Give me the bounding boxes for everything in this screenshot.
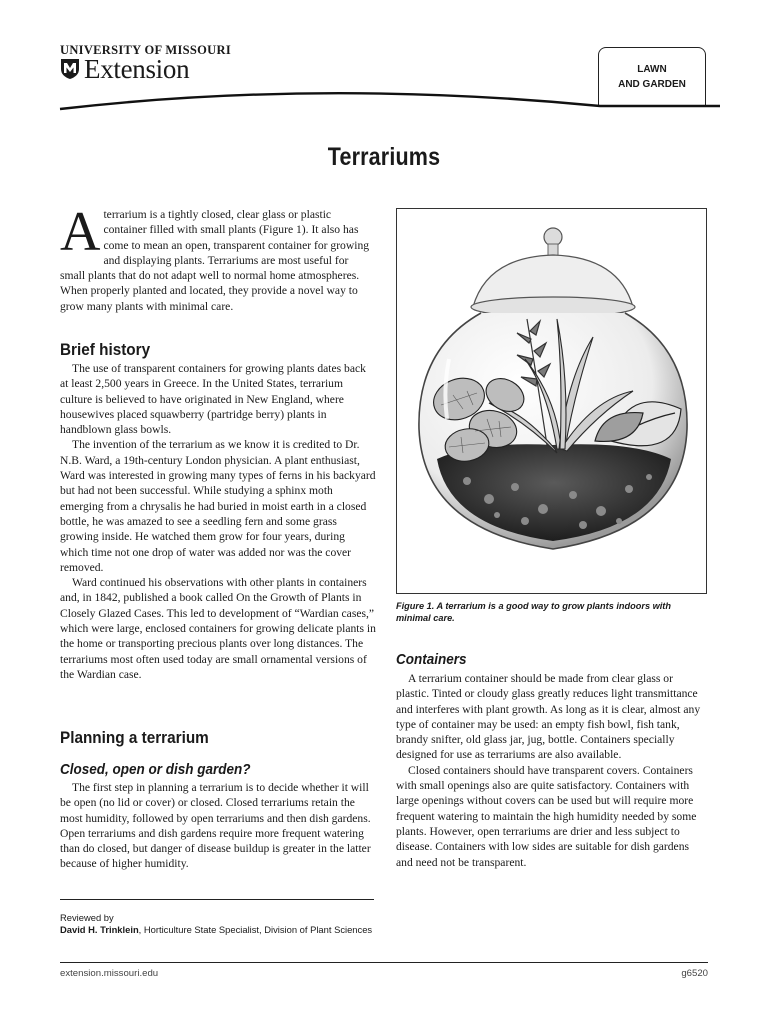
header-curve-rule: [0, 85, 768, 125]
category-line-1: LAWN: [637, 64, 667, 75]
planning-heading: Planning a terrarium: [60, 728, 209, 747]
containers-paragraph-2: Closed containers should have transparent covers. Containers with small openings also are quite satisfactory. Containers with large openings without covers can be used but will require more frequent watering to maintain the high humidity needed by some plants. However, open terrariums are drier and less subject to disease. Containers with low sides are suitable for dish gardens and need not be transparent.: [396, 763, 697, 869]
intro-paragraph: [60, 201, 376, 314]
reviewer-name: David H. Trinklein: [60, 924, 139, 935]
reviewer-role: , Horticulture State Specialist, Division of Plant Sciences: [138, 924, 373, 935]
history-paragraph-1: The use of transparent containers for growing plants dates back at least 2,500 years in Greece. In the United States, terrarium culture is believed to have originated in New England, where housewives placed squawberry (partridge berry) plants in handblown glass bowls.: [60, 362, 366, 437]
terrarium-figure: [396, 208, 707, 594]
brief-history-section: [60, 361, 376, 682]
intro-text: terrarium is a tightly closed, clear glass or plastic container filled with small plants (Figure 1). It also has come to mean an open, transparent container for growing and displaying plants. Terrariums are most useful for small plants that do not adapt well to normal home atmospheres. When properly planted and located, they provide a novel way to grow many plants with minimal care.: [60, 208, 370, 313]
review-label: Reviewed by: [60, 912, 114, 923]
history-paragraph-2: The invention of the terrarium as we know it is credited to Dr. N.B. Ward, a 19th-century London physician. A plant enthusiast, Ward was interested in growing many types of ferns in his backyard but had not been successful. While studying a sphinx moth emerging from a chrysalis he had buried in moist earth in a closed bottle, he was amazed to see a seedling fern and some grass growing inside. He watched them grow for four years, during which time not one drop of water was added nor was the cover removed.: [60, 438, 376, 574]
figure-caption: Figure 1. A terrarium is a good way to grow plants indoors with minimal care.: [396, 601, 671, 623]
extension-logo: [60, 56, 189, 82]
category-line-2: AND GARDEN: [618, 79, 686, 90]
university-name: UNIVERSITY OF MISSOURI: [60, 43, 231, 57]
terrarium-illustration: [397, 209, 706, 593]
containers-paragraph-1: A terrarium container should be made from clear glass or plastic. Tinted or cloudy glass greatly reduces light transmittance and interferes with plant growth. As long as it is clear, almost any type of container may be used: an empty fish bowl, fish tank, brandy snifter, old glass jar, jug, bottle. Containers specially designed for use as terrariums are also available.: [396, 672, 701, 762]
planning-paragraph-1: The first step in planning a terrarium is to decide whether it will be open (no lid or cover) or closed. Closed terrariums retain the most humidity, followed by open terrariums and then dish gardens. Open terrariums and dish gardens require more frequent watering than do closed, but danger of disease buildup is greater in the latter because of higher humidity.: [60, 781, 371, 871]
history-paragraph-3: Ward continued his observations with other plants in containers and, in 1842, published a book called On the Growth of Plants in Closely Glazed Cases. This led to development of “Wardian cases,” which were large, enclosed containers for growing delicate plants in the home or transporting precious plants over long distances. The terrariums most often used today are small ornamental versions of the Wardian case.: [60, 576, 376, 681]
containers-section: [396, 671, 708, 870]
review-credit: [60, 912, 376, 936]
footer-divider: [60, 962, 708, 963]
extension-wordmark: Extension: [84, 54, 190, 84]
drop-cap: A: [60, 201, 101, 263]
reviewer-line: [60, 924, 376, 936]
closed-open-subheading: Closed, open or dish garden?: [60, 761, 251, 778]
brief-history-heading: Brief history: [60, 340, 151, 359]
page-title: Terrariums: [327, 143, 441, 171]
planning-section: [60, 780, 376, 872]
publication-code: g6520: [681, 968, 708, 979]
containers-heading: Containers: [396, 651, 467, 668]
mizzou-logo-icon: [60, 58, 80, 80]
left-column: [60, 201, 376, 314]
footer-url: extension.missouri.edu: [60, 968, 159, 979]
review-divider: [60, 899, 374, 900]
